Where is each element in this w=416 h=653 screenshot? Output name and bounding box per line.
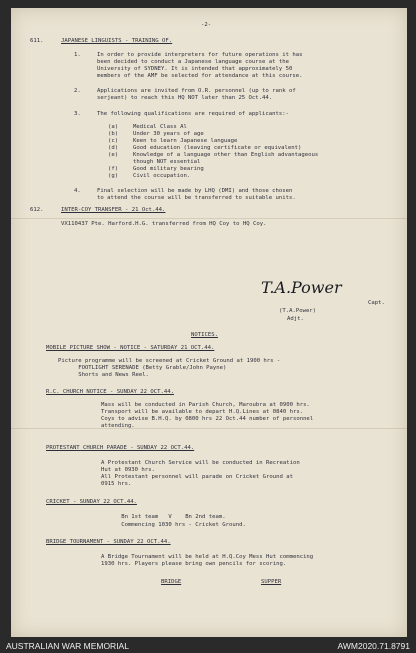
qual-text: Good education (leaving certificate or equivalent): [133, 145, 302, 151]
footer-accession-number: AWM2020.71.8791: [337, 641, 410, 651]
notice-line: FOOTLIGHT SERENADE (Betty Grable/John Payne): [58, 365, 227, 371]
notice-title: CRICKET - SUNDAY 22 OCT.44.: [46, 499, 137, 505]
notice-title: MOBILE PICTURE SHOW - NOTICE - SATURDAY 21 OCT.44.: [46, 345, 215, 351]
qual-text: though NOT essential: [133, 159, 201, 165]
notice-line: 0915 hrs.: [101, 481, 132, 487]
qual-marker: (c): [108, 138, 119, 144]
document-page: [11, 8, 407, 637]
notice-line: Mass will be conducted in Parish Church, Maroubra at 0900 hrs.: [101, 402, 310, 408]
closing-right: SUPPER: [261, 579, 282, 585]
qual-marker: (d): [108, 145, 119, 151]
para-line: Applications are invited from O.R. personnel (up to rank of: [97, 88, 296, 94]
para-number: 1.: [74, 52, 81, 58]
para-line: members of the AMF be selected for attendance at this course.: [97, 73, 303, 79]
para-line: serjeant) to reach this HQ NOT later than 25 Oct.44.: [97, 95, 273, 101]
qual-marker: (e): [108, 152, 119, 158]
para-number: 4.: [74, 188, 81, 194]
para-number: 3.: [74, 111, 81, 117]
notice-title: R.C. CHURCH NOTICE - SUNDAY 22 OCT.44.: [46, 389, 174, 395]
qual-text: Knowledge of a language other than English advantageous: [133, 152, 319, 158]
section-number-612: 612.: [30, 207, 44, 213]
para-line: to attend the course will be transferred to suitable units.: [97, 195, 296, 201]
notice-line: attending.: [101, 423, 135, 429]
transfer-text: VX110437 Pte. Harford.H.G. transferred from HQ Coy to HQ Coy.: [61, 221, 267, 227]
qual-text: Good military bearing: [133, 166, 204, 172]
signer-rank: Capt.: [368, 300, 385, 306]
notice-line: Coys to advise B.H.Q. by 0800 hrs 22 Oct.44 number of personnel: [101, 416, 314, 422]
para-number: 2.: [74, 88, 81, 94]
para-line: The following qualifications are required of applicants:-: [97, 111, 289, 117]
page-number: -2-: [201, 22, 212, 28]
qual-text: Civil occupation.: [133, 173, 191, 179]
notice-title: BRIDGE TOURNAMENT - SUNDAY 22 OCT.44.: [46, 539, 171, 545]
notice-line: Hut at 0930 hrs.: [101, 467, 155, 473]
qual-marker: (b): [108, 131, 119, 137]
notice-line: Shorts and News Reel.: [58, 372, 149, 378]
section-title-612: INTER-COY TRANSFER - 21 Oct.44.: [61, 207, 166, 213]
notice-line: All Protestant personnel will parade on Cricket Ground at: [101, 474, 293, 480]
qual-text: Medical Class Al: [133, 124, 187, 130]
para-line: Final selection will be made by LHQ (DMI) and those chosen: [97, 188, 293, 194]
qual-marker: (f): [108, 166, 119, 172]
signature: T.A.Power: [261, 278, 342, 297]
notice-title: PROTESTANT CHURCH PARADE - SUNDAY 22 OCT.44.: [46, 445, 195, 451]
qual-text: Under 30 years of age: [133, 131, 204, 137]
qual-marker: (g): [108, 173, 119, 179]
qual-text: Keen to learn Japanese language: [133, 138, 238, 144]
qual-marker: (a): [108, 124, 119, 130]
para-line: In order to provide interpreters for future operations it has: [97, 52, 303, 58]
notice-line: 1930 hrs. Players please bring own pencils for scoring.: [101, 561, 287, 567]
notice-line: Picture programme will be screened at Cricket Ground at 1900 hrs -: [58, 358, 281, 364]
section-number-611: 611.: [30, 38, 44, 44]
signer-appointment: Adjt.: [287, 316, 304, 322]
notice-line: Commencing 1030 hrs - Cricket Ground.: [101, 522, 246, 528]
para-line: University of SYDNEY. It is intended that approximately 50: [97, 66, 293, 72]
notice-line: Bn 1st team V Bn 2nd team.: [101, 514, 226, 520]
closing-left: BRIDGE: [161, 579, 182, 585]
signer-name: (T.A.Power): [279, 308, 317, 314]
notice-line: Transport will be available to depart H.Q.Lines at 0840 hrs.: [101, 409, 304, 415]
notice-line: A Bridge Tournament will be held at H.Q.Coy Mess Hut commencing: [101, 554, 314, 560]
notices-heading: NOTICES.: [191, 332, 218, 338]
para-line: been decided to conduct a Japanese language course at the: [97, 59, 289, 65]
footer-institution: AUSTRALIAN WAR MEMORIAL: [6, 641, 129, 651]
notice-line: A Protestant Church Service will be conducted in Recreation: [101, 460, 300, 466]
section-title-611: JAPANESE LINGUISTS - TRAINING OF.: [61, 38, 173, 44]
